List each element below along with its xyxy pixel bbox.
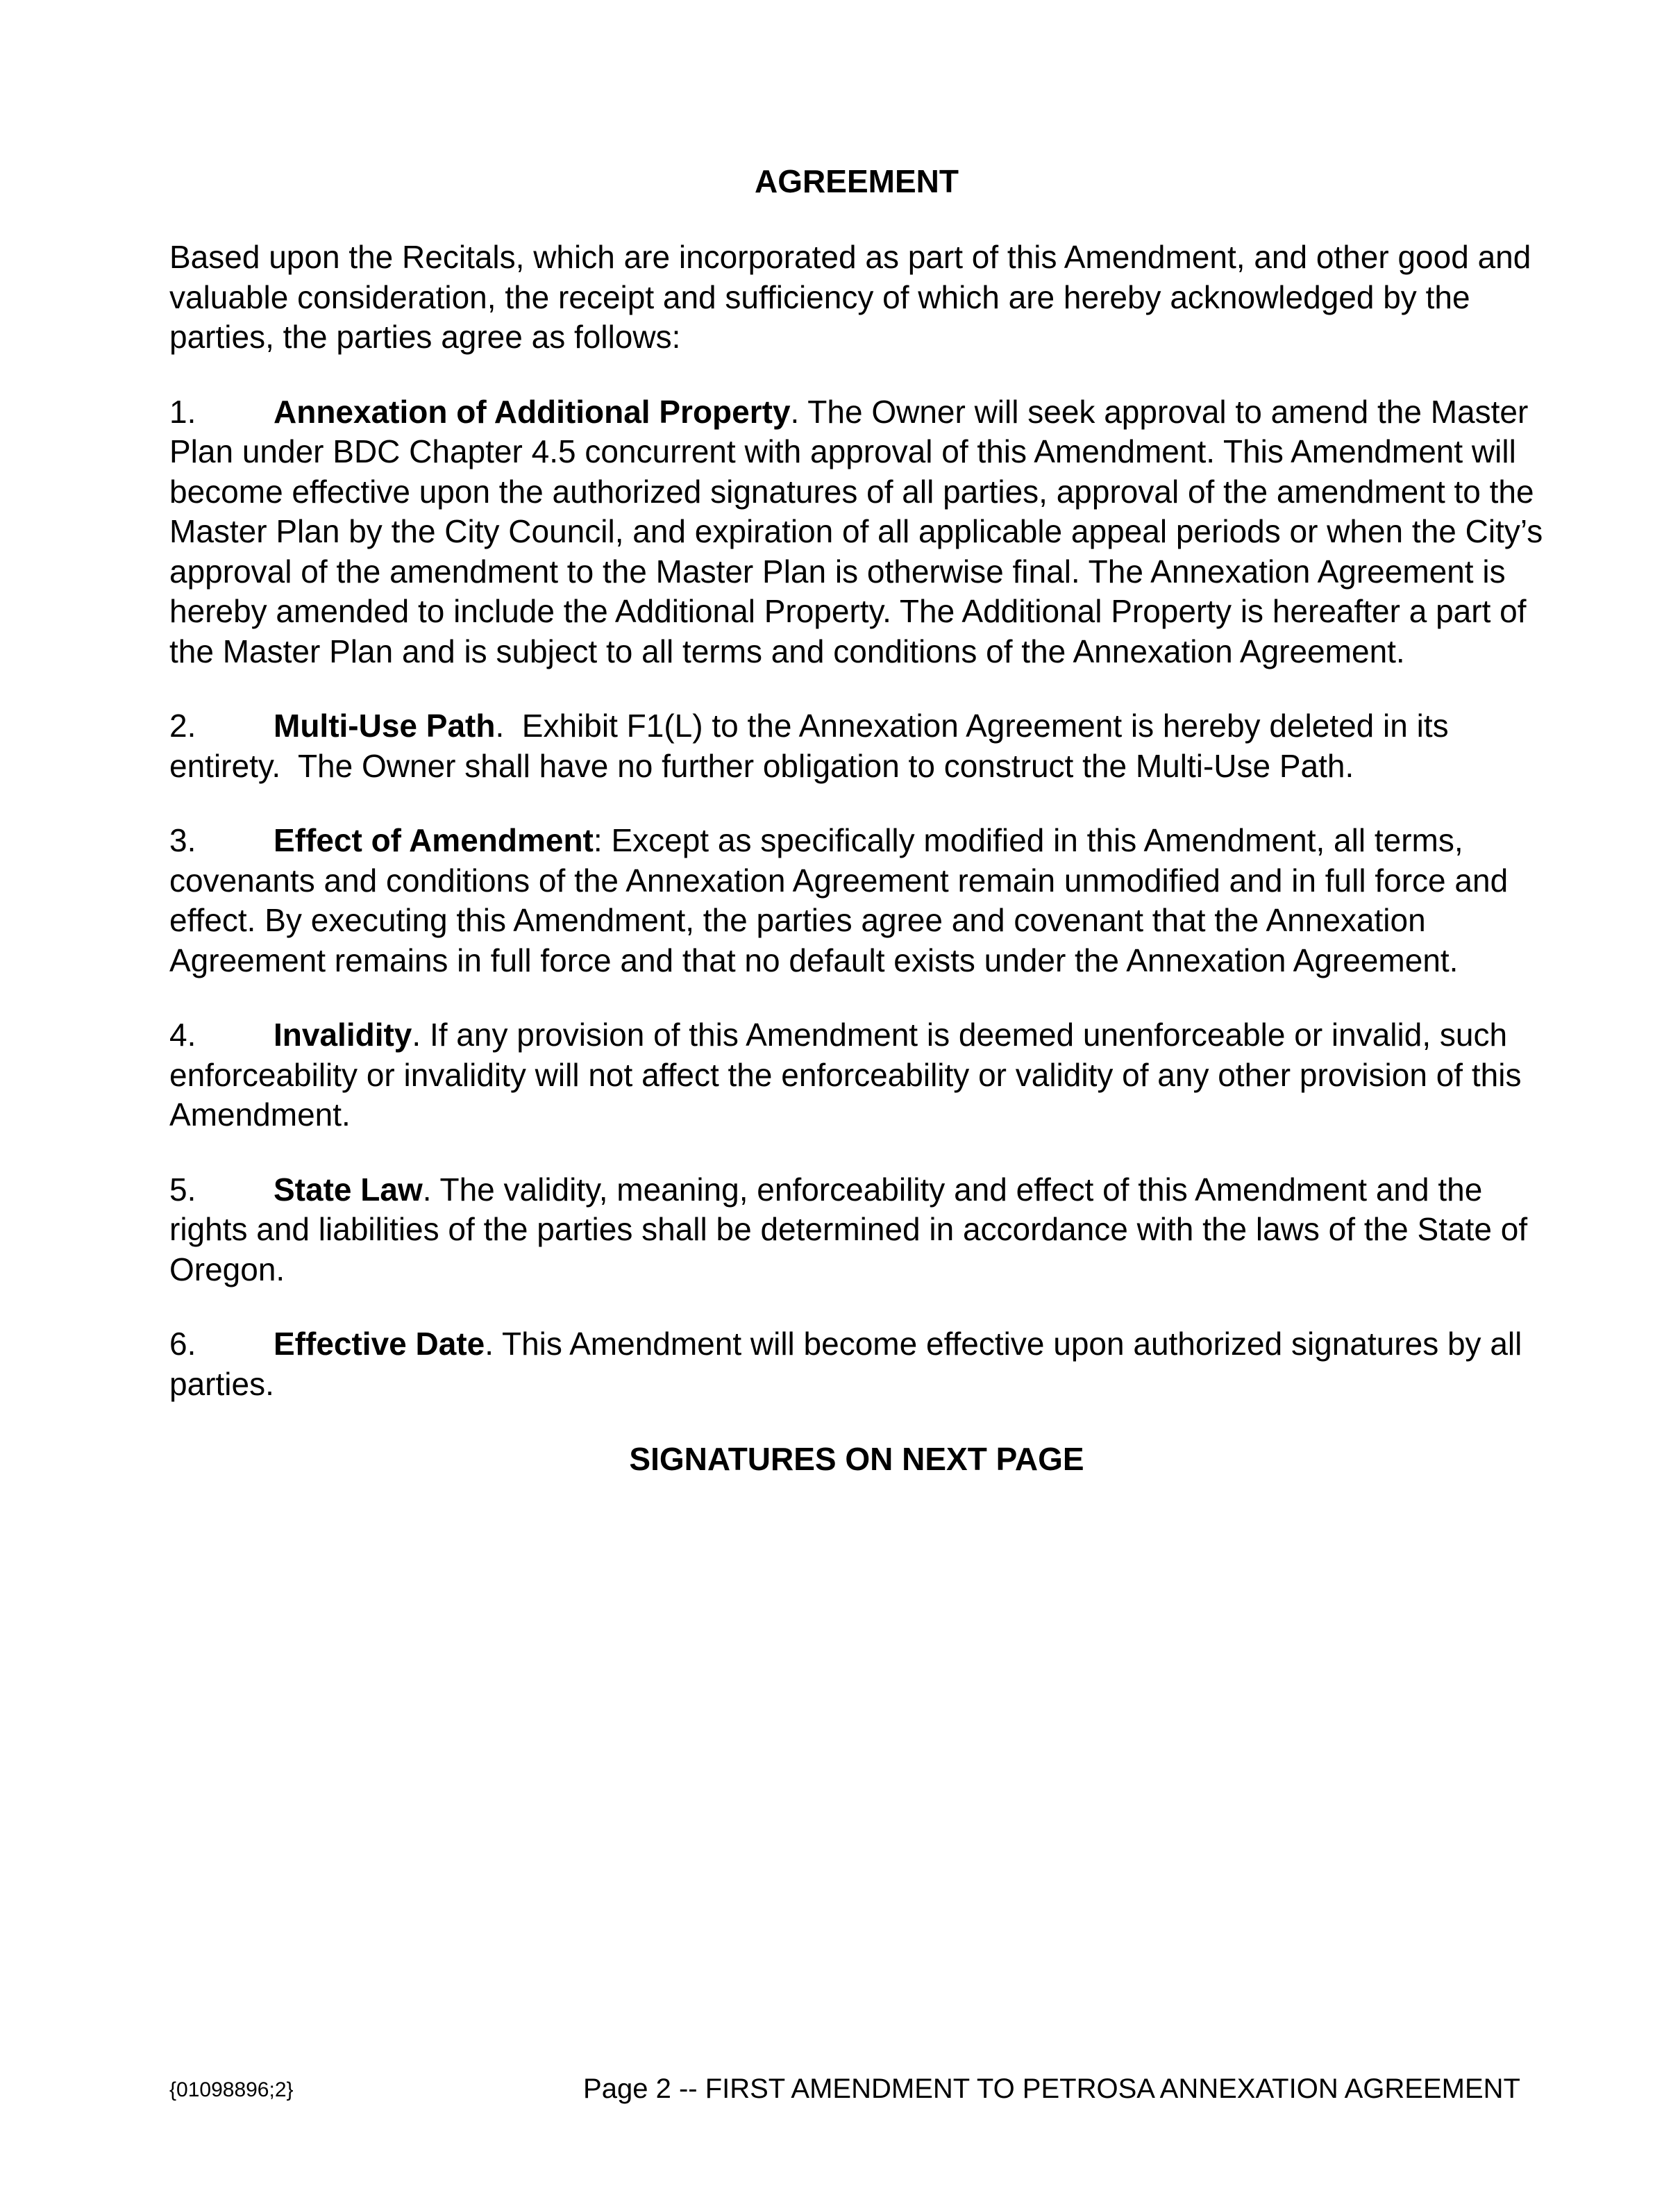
section-title: Multi-Use Path [274, 708, 496, 744]
section-title: Invalidity [274, 1017, 412, 1053]
section-number: 6. [169, 1326, 196, 1362]
section-1: 1. Annexation of Additional Property. The Owner will seek approval to amend the Master Plan under BDC Chapter 4.5 concurrent with approval of this Amendment. This Amendment will become effective upon the authorized signatures of all parties, approval of the amendment to the Master Plan by the City Council, and expiration of all applicable appeal periods or when the City’s approval of the amendment to the Master Plan is otherwise final. The Annexation Agreement is hereby amended to include the Additional Property. The Additional Property is hereafter a part of the Master Plan and is subject to all terms and conditions of the Annexation Agreement. [169, 393, 1543, 669]
section-text: The Owner will seek approval to amend the Master Plan under BDC Chapter 4.5 concurrent with approval of this Amendment. This Amendment will become effective upon the authorized signatures of all parties, approval of the amendment to the Master Plan by the City Council, and expiration of all applicable appeal periods or when the City’s approval of the amendment to the Master Plan is otherwise final. The Annexation Agreement is hereby amended to include the Additional Property. The Additional Property is hereafter a part of the Master Plan and is subject to all terms and conditions of the Annexation Agreement. [169, 393, 1543, 669]
intro-paragraph: Based upon the Recitals, which are incorporated as part of this Amendment, and other good and valuable consideration, the receipt and sufficiency of which are hereby acknowledged by the parties, the parties agree as follows: [169, 239, 1531, 355]
document-id: {01098896;2} [169, 2078, 294, 2101]
section-title: Effect of Amendment [274, 822, 594, 858]
section-4: 4. Invalidity. If any provision of this Amendment is deemed unenforceable or invalid, such enforceability or invalidity will not affect the enforceability or validity of any other provision of this Amendment. [169, 1017, 1522, 1133]
section-2: 2. Multi-Use Path. Exhibit F1(L) to the Annexation Agreement is hereby deleted in its entirety. The Owner shall have no further obligation to construct the Multi-Use Path. [169, 708, 1458, 784]
section-number: 1. [169, 393, 196, 430]
agreement-heading: AGREEMENT [755, 163, 959, 199]
section-text: If any provision of this Amendment is deemed unenforceable or invalid, such enforceability or invalidity will not affect the enforceability or validity of any other provision of this Amendment. [169, 1017, 1522, 1133]
section-text: Except as specifically modified in this Amendment, all terms, covenants and conditions of the Annexation Agreement remain unmodified and in full force and effect. By executing this Amendment, the parties agree and covenant that the Annexation Agreement remains in full force and that no default exists under the Annexation Agreement. [169, 822, 1509, 978]
page-footer [169, 2072, 1520, 2105]
section-title: Effective Date [274, 1326, 485, 1362]
section-text: This Amendment will become effective upon authorized signatures by all parties. [169, 1326, 1522, 1402]
page-label: Page 2 -- FIRST AMENDMENT TO PETROSA ANNEXATION AGREEMENT [583, 2074, 1520, 2104]
section-number: 3. [169, 822, 196, 858]
section-title: Annexation of Additional Property [274, 393, 791, 430]
section-number: 5. [169, 1171, 196, 1208]
section-number: 4. [169, 1017, 196, 1053]
section-5: 5. State Law. The validity, meaning, enforceability and effect of this Amendment and the rights and liabilities of the parties shall be determined in accordance with the laws of the State of Oregon. [169, 1171, 1528, 1287]
signatures-note: SIGNATURES ON NEXT PAGE [629, 1441, 1084, 1477]
section-number: 2. [169, 708, 196, 744]
section-text: The validity, meaning, enforceability and effect of this Amendment and the rights and liabilities of the parties shall be determined in accordance with the laws of the State of Oregon. [169, 1171, 1528, 1287]
section-6: 6. Effective Date. This Amendment will become effective upon authorized signatures by all parties. [169, 1326, 1522, 1402]
section-3: 3. Effect of Amendment: Except as specifically modified in this Amendment, all terms, covenants and conditions of the Annexation Agreement remain unmodified and in full force and effect. By executing this Amendment, the parties agree and covenant that the Annexation Agreement remains in full force and that no default exists under the Annexation Agreement. [169, 822, 1509, 978]
document-body [169, 161, 1544, 1511]
section-text: Exhibit F1(L) to the Annexation Agreement is hereby deleted in its entirety. The Owner shall have no further obligation to construct the Multi-Use Path. [169, 708, 1458, 784]
section-title: State Law [274, 1171, 423, 1208]
